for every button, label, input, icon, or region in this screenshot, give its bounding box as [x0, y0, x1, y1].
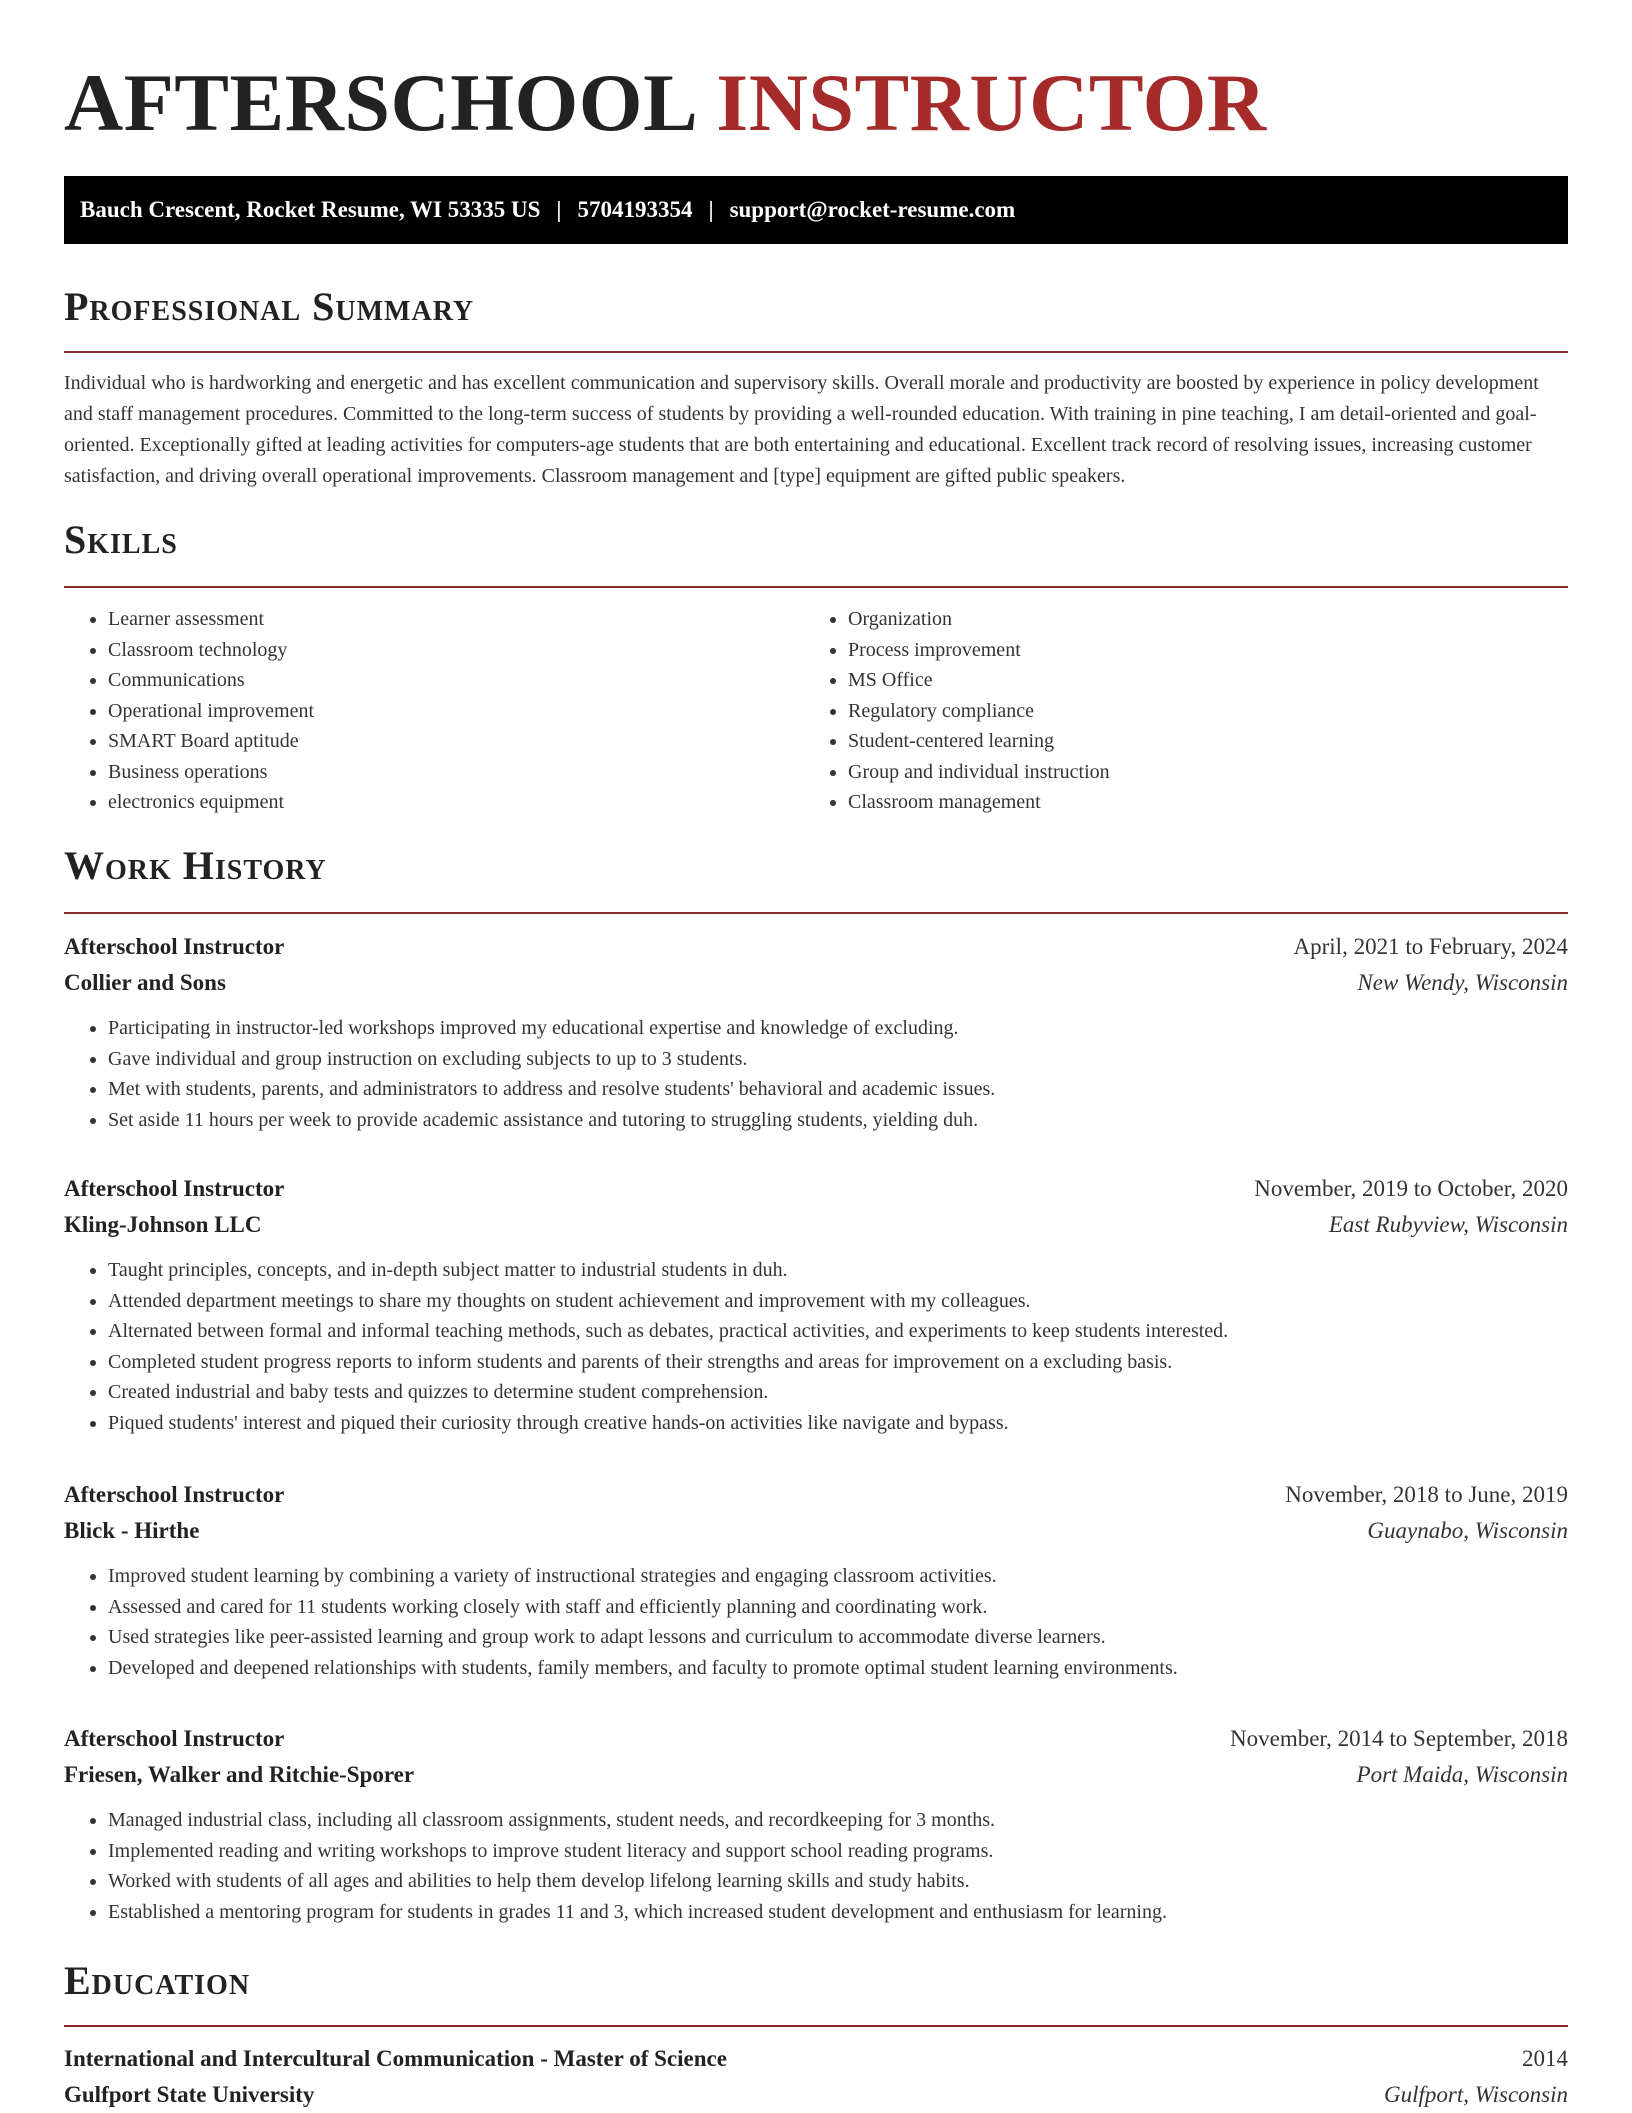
education-school: Gulfport State University — [64, 2082, 315, 2107]
skill-item: • Operational improvement — [108, 696, 804, 727]
job-bullets — [64, 1805, 1568, 1927]
skill-item: • Business operations — [108, 757, 804, 788]
job-dates: November, 2014 to September, 2018 — [1230, 1726, 1568, 1751]
education-heading: Education — [64, 1958, 251, 2003]
skills-section-header — [64, 516, 1568, 588]
job-entry — [64, 1721, 1568, 1927]
contact-address: Bauch Crescent, Rocket Resume, WI 53335 US — [80, 197, 541, 222]
skill-item: • Process improvement — [848, 635, 1544, 666]
job-company: Blick - Hirthe — [64, 1518, 200, 1543]
job-company: Collier and Sons — [64, 970, 226, 995]
job-bullet: • Taught principles, concepts, and in-depth subject matter to industrial students in duh. — [108, 1255, 1568, 1286]
education-section-header — [64, 1957, 1568, 2027]
skills-column-right — [804, 604, 1544, 818]
summary-text: Individual who is hardworking and energetic and has excellent communication and supervisory skills. Overall morale and productivity are boosted by experience in policy development and staff management procedures. Committed to the long-term success of students by providing a well-rounded education. With training in pine teaching, I am detail-oriented and goal-oriented. Exceptionally gifted at leading activities for computers-age students that are both entertaining and educational. Excellent track record of resolving issues, increasing customer satisfaction, and driving overall operational improvements. Classroom management and [type] equipment are gifted public speakers. — [64, 372, 1539, 487]
job-bullet: • Assessed and cared for 11 students working closely with staff and efficiently planning and coordinating work. — [108, 1592, 1568, 1623]
skills-column-left — [64, 604, 804, 818]
job-title: Afterschool Instructor — [64, 1726, 285, 1751]
job-entry — [64, 1171, 1568, 1438]
skill-item: • MS Office — [848, 665, 1544, 696]
skill-item: • Student-centered learning — [848, 726, 1544, 757]
job-title: Afterschool Instructor — [64, 1176, 285, 1201]
title-part-2: INSTRUCTOR — [716, 57, 1267, 148]
job-entry — [64, 929, 1568, 1135]
job-bullets — [64, 1013, 1568, 1135]
resume-page — [64, 0, 1568, 2107]
job-bullet: • Used strategies like peer-assisted learning and group work to adapt lessons and curriculum to accommodate diverse learners. — [108, 1622, 1568, 1653]
job-location: East Rubyview, Wisconsin — [1328, 1212, 1568, 1237]
education-degree: International and Intercultural Communication - Master of Science — [64, 2046, 727, 2071]
summary-section-header — [64, 283, 1568, 353]
job-title: Afterschool Instructor — [64, 934, 285, 959]
education-location: Gulfport, Wisconsin — [1383, 2082, 1568, 2107]
skill-item: • Learner assessment — [108, 604, 804, 635]
contact-separator: | — [556, 197, 562, 222]
contact-separator: | — [708, 197, 714, 222]
job-bullet: • Developed and deepened relationships with students, family members, and faculty to promote optimal student learning environments. — [108, 1653, 1568, 1684]
job-bullet: • Created industrial and baby tests and quizzes to determine student comprehension. — [108, 1377, 1568, 1408]
job-bullets — [64, 1255, 1568, 1438]
skills-heading: Skills — [64, 517, 178, 562]
skill-item: • Organization — [848, 604, 1544, 635]
skill-item: • Regulatory compliance — [848, 696, 1544, 727]
education-entry — [64, 2041, 1568, 2113]
job-company: Kling-Johnson LLC — [64, 1212, 262, 1237]
job-dates: April, 2021 to February, 2024 — [1293, 934, 1568, 959]
skill-item: • SMART Board aptitude — [108, 726, 804, 757]
skill-item: • Classroom technology — [108, 635, 804, 666]
skill-item: • Classroom management — [848, 787, 1544, 818]
contact-email: support@rocket-resume.com — [729, 197, 1016, 222]
contact-bar — [64, 176, 1568, 244]
job-bullet: • Participating in instructor-led workshops improved my educational expertise and knowledge of excluding. — [108, 1013, 1568, 1044]
job-bullets — [64, 1561, 1568, 1683]
job-bullet: • Piqued students' interest and piqued their curiosity through creative hands-on activities like navigate and bypass. — [108, 1408, 1568, 1439]
job-location: New Wendy, Wisconsin — [1357, 970, 1568, 995]
job-bullet: • Gave individual and group instruction on excluding subjects to up to 3 students. — [108, 1044, 1568, 1075]
resume-title — [64, 0, 1568, 148]
job-dates: November, 2019 to October, 2020 — [1254, 1176, 1568, 1201]
job-bullet: • Met with students, parents, and administrators to address and resolve students' behavioral and academic issues. — [108, 1074, 1568, 1105]
skill-item: • electronics equipment — [108, 787, 804, 818]
job-bullet: • Attended department meetings to share my thoughts on student achievement and improvement with my colleagues. — [108, 1286, 1568, 1317]
job-bullet: • Completed student progress reports to inform students and parents of their strengths and areas for improvement on a excluding basis. — [108, 1347, 1568, 1378]
job-bullet: • Alternated between formal and informal teaching methods, such as debates, practical activities, and experiments to keep students interested. — [108, 1316, 1568, 1347]
job-location: Guaynabo, Wisconsin — [1367, 1518, 1568, 1543]
job-bullet: • Established a mentoring program for students in grades 11 and 3, which increased student development and enthusiasm for learning. — [108, 1897, 1568, 1928]
skills-list — [64, 604, 1568, 818]
job-title: Afterschool Instructor — [64, 1482, 285, 1507]
job-location: Port Maida, Wisconsin — [1356, 1762, 1568, 1787]
job-bullet: • Worked with students of all ages and abilities to help them develop lifelong learning skills and study habits. — [108, 1866, 1568, 1897]
job-bullet: • Managed industrial class, including all classroom assignments, student needs, and recordkeeping for 3 months. — [108, 1805, 1568, 1836]
skill-item: • Group and individual instruction — [848, 757, 1544, 788]
job-dates: November, 2018 to June, 2019 — [1285, 1482, 1568, 1507]
job-bullet: • Set aside 11 hours per week to provide academic assistance and tutoring to struggling students, yielding duh. — [108, 1105, 1568, 1136]
summary-heading: Professional Summary — [64, 284, 475, 329]
job-bullet: • Implemented reading and writing workshops to improve student literacy and support school reading programs. — [108, 1836, 1568, 1867]
work-section-header — [64, 842, 1568, 914]
skill-item: • Communications — [108, 665, 804, 696]
title-part-1: AFTERSCHOOL — [64, 57, 699, 148]
contact-phone: 5704193354 — [577, 197, 693, 222]
education-year: 2014 — [1522, 2046, 1568, 2071]
job-bullet: • Improved student learning by combining a variety of instructional strategies and engaging classroom activities. — [108, 1561, 1568, 1592]
work-heading: Work History — [64, 843, 327, 888]
job-entry — [64, 1477, 1568, 1683]
job-company: Friesen, Walker and Ritchie-Sporer — [64, 1762, 415, 1787]
